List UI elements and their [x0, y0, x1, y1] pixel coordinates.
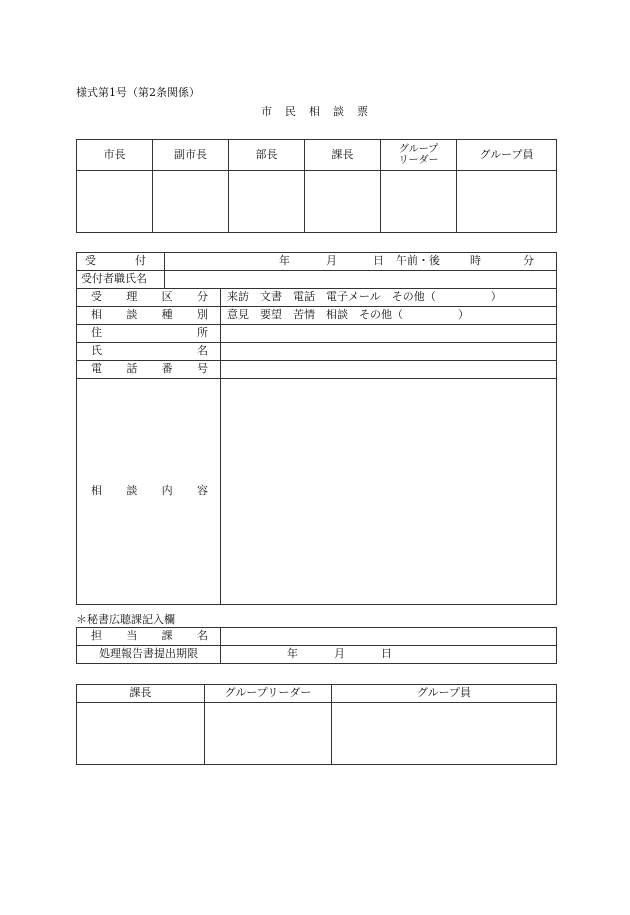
- consultation-table: [76, 252, 557, 605]
- form-number: 様式第1号（第2条関係）: [76, 86, 200, 99]
- content-field[interactable]: [221, 379, 557, 605]
- address-label: 住 所: [77, 325, 221, 343]
- section-field[interactable]: [221, 628, 557, 646]
- ampm-label: 午前・後: [396, 254, 440, 268]
- header-section-chief: 課長: [305, 140, 381, 171]
- bottom-stamp-section-chief[interactable]: [77, 703, 205, 765]
- deadline-field[interactable]: [221, 646, 557, 664]
- bottom-header-group-leader: グループリーダー: [205, 685, 332, 703]
- secretariat-table: [76, 627, 557, 664]
- stamp-deputy-mayor[interactable]: [153, 171, 229, 233]
- deadline-year-label: 年: [287, 647, 298, 661]
- receiver-label: 受付者職氏名: [77, 271, 165, 289]
- minute-label: 分: [523, 254, 534, 268]
- year-label: 年: [279, 254, 290, 268]
- approval-table-top: [76, 139, 557, 233]
- type-field[interactable]: 意見 要望 苦情 相談 その他（ ）: [221, 307, 557, 325]
- header-group-member: グループ員: [457, 140, 557, 171]
- stamp-director[interactable]: [229, 171, 305, 233]
- stamp-mayor[interactable]: [77, 171, 153, 233]
- bottom-stamp-group-leader[interactable]: [205, 703, 332, 765]
- stamp-section-chief[interactable]: [305, 171, 381, 233]
- type-label: 相 談 種 別: [77, 307, 221, 325]
- reception-datetime-field[interactable]: [165, 253, 557, 271]
- category-label: 受 理 区 分: [77, 289, 221, 307]
- section-label: 担 当 課 名: [77, 628, 221, 646]
- phone-field[interactable]: [221, 361, 557, 379]
- receiver-field[interactable]: [165, 271, 557, 289]
- name-label: 氏 名: [77, 343, 221, 361]
- secretariat-note: ＊秘書広聴課記入欄: [76, 613, 175, 626]
- approval-table-bottom: [76, 684, 557, 765]
- phone-label: 電 話 番 号: [77, 361, 221, 379]
- page-title: 市 民 相 談 票: [261, 105, 369, 118]
- hour-label: 時: [470, 254, 481, 268]
- header-group-leader: グループ リーダー: [381, 140, 457, 171]
- name-field[interactable]: [221, 343, 557, 361]
- day-label: 日: [373, 254, 384, 268]
- header-deputy-mayor: 副市長: [153, 140, 229, 171]
- deadline-day-label: 日: [381, 647, 392, 661]
- deadline-label: 処理報告書提出期限: [77, 646, 221, 664]
- month-label: 月: [326, 254, 337, 268]
- address-field[interactable]: [221, 325, 557, 343]
- deadline-month-label: 月: [334, 647, 345, 661]
- header-director: 部長: [229, 140, 305, 171]
- reception-label: 受 付: [77, 253, 165, 271]
- header-mayor: 市長: [77, 140, 153, 171]
- bottom-header-section-chief: 課長: [77, 685, 205, 703]
- category-field[interactable]: 来訪 文書 電話 電子メール その他（ ）: [221, 289, 557, 307]
- bottom-stamp-group-member[interactable]: [332, 703, 557, 765]
- stamp-group-member[interactable]: [457, 171, 557, 233]
- content-label: 相 談 内 容: [77, 379, 221, 605]
- bottom-header-group-member: グループ員: [332, 685, 557, 703]
- stamp-group-leader[interactable]: [381, 171, 457, 233]
